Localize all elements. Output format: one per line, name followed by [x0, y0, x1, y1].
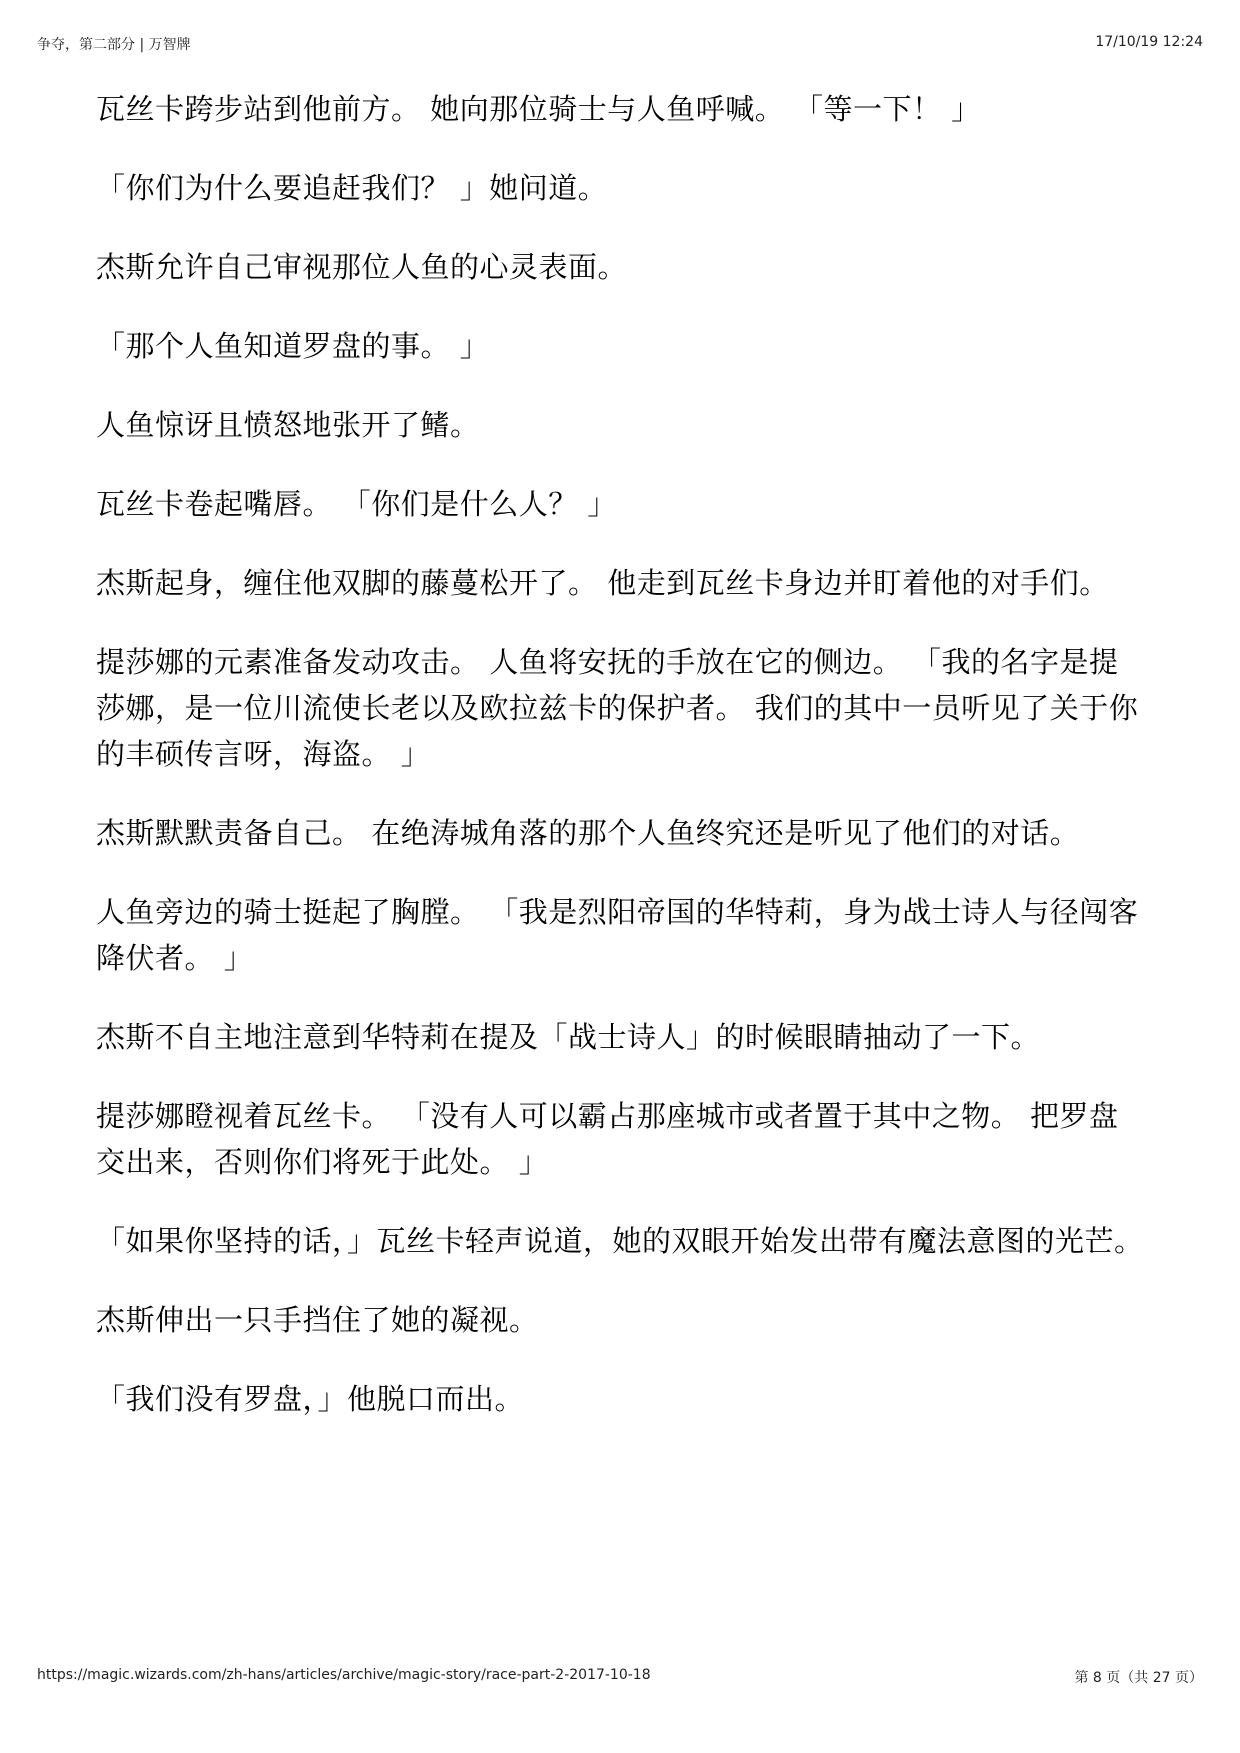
paragraph: 杰斯默默责备自己。 在绝涛城角落的那个人鱼终究还是听见了他们的对话。 [96, 816, 1080, 850]
paragraph: 杰斯伸出一只手挡住了她的凝视。 [96, 1303, 539, 1337]
print-datetime: 17/10/19 12:24 [1095, 34, 1203, 50]
paragraph: 杰斯起身，缠住他双脚的藤蔓松开了。 他走到瓦丝卡身边并盯着他的对手们。 [96, 566, 1109, 600]
paragraph: 「那个人鱼知道罗盘的事。 」 [96, 329, 490, 363]
article-body [96, 86, 1146, 1455]
page-title: 争夺，第二部分 | 万智牌 [37, 37, 191, 53]
paragraph: 杰斯不自主地注意到华特莉在提及「战士诗人」的时候眼睛抽动了一下。 [96, 1020, 1041, 1054]
paragraph: 提莎娜瞪视着瓦丝卡。 「没有人可以霸占那座城市或者置于其中之物。 把罗盘交出来，否则你们将死于此处。 」 [96, 1099, 1119, 1179]
paragraph: 「如果你坚持的话，」瓦丝卡轻声说道，她的双眼开始发出带有魔法意图的光芒。 [96, 1224, 1144, 1258]
paragraph: 「我们没有罗盘，」他脱口而出。 [96, 1382, 525, 1416]
print-header [37, 34, 1203, 54]
paragraph: 瓦丝卡跨步站到他前方。 她向那位骑士与人鱼呼喊。 「等一下！ 」 [96, 92, 981, 126]
paragraph: 提莎娜的元素准备发动攻击。 人鱼将安抚的手放在它的侧边。 「我的名字是提莎娜，是一位川流使长老以及欧拉兹卡的保护者。 我们的其中一员听见了关于你的丰硕传言呀，海盗。 」 [96, 645, 1139, 771]
page-number: 第 8 页（共 27 页） [1074, 1670, 1203, 1686]
print-footer [37, 1667, 1203, 1687]
page-url: https://magic.wizards.com/zh-hans/articles/archive/magic-story/race-part-2-2017-10-18 [37, 1667, 651, 1683]
paragraph: 瓦丝卡卷起嘴唇。 「你们是什么人？ 」 [96, 487, 617, 521]
paragraph: 人鱼旁边的骑士挺起了胸膛。 「我是烈阳帝国的华特莉，身为战士诗人与径闯客降伏者。 」 [96, 895, 1139, 975]
paragraph: 「你们为什么要追赶我们？ 」她问道。 [96, 171, 608, 205]
paragraph: 杰斯允许自己审视那位人鱼的心灵表面。 [96, 250, 628, 284]
paragraph: 人鱼惊讶且愤怒地张开了鳍。 [96, 408, 480, 442]
